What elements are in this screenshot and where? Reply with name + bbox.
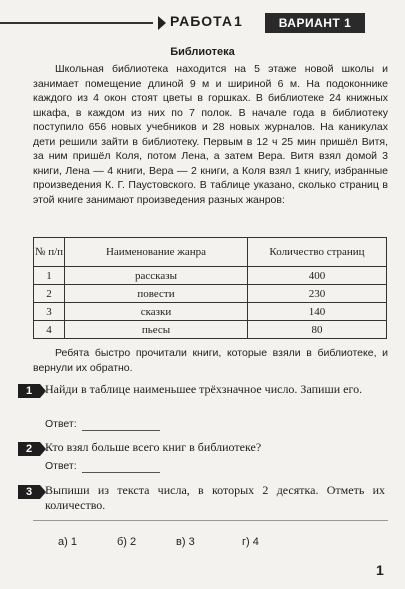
divider (33, 520, 388, 521)
task-1-answer-label: Ответ: (45, 418, 77, 430)
task-number-badge: 2 (18, 442, 40, 456)
table-cell-number: 4 (34, 321, 65, 339)
table-row (34, 267, 387, 285)
table-header-row (34, 238, 387, 267)
option-b[interactable]: б) 2 (117, 536, 137, 548)
table-cell-genre: пьесы (65, 321, 248, 339)
table-cell-genre: рассказы (65, 267, 248, 285)
page-title: Библиотека (170, 46, 235, 58)
task-3-text: Выпиши из текста числа, в которых 2 десятка. Отметь их количество. (45, 483, 385, 512)
table-cell-number: 3 (34, 303, 65, 321)
after-table-text: Ребята быстро прочитали книги, которые взяли в библиотеке, и вернули их обратно. (33, 347, 388, 374)
page-number: 1 (376, 562, 384, 578)
table-cell-pages: 230 (248, 285, 387, 303)
header-arrow-icon (158, 16, 166, 30)
table-header-number: № п/п (34, 238, 65, 267)
task-2-answer-field[interactable] (82, 472, 160, 473)
task-number-badge: 3 (18, 485, 40, 499)
task-number-badge: 1 (18, 384, 40, 398)
option-c[interactable]: в) 3 (176, 536, 195, 548)
table-cell-pages: 400 (248, 267, 387, 285)
work-label: РАБОТА (170, 13, 233, 29)
task-1-text: Найди в таблице наименьшее трёхзначное число. Запиши его. (45, 382, 363, 396)
option-a[interactable]: а) 1 (58, 536, 77, 548)
task-2-text: Кто взял больше всего книг в библиотеке? (45, 440, 262, 454)
table-row (34, 321, 387, 339)
table-cell-pages: 140 (248, 303, 387, 321)
intro-text: Школьная библиотека находится на 5 этаже новой школы и занимает помещение длиной 9 м и шириной 6 м. На подоконнике каждого из 4 окон стоят цветы в горшках. В библиотеке 24 книжных шкафа, в каждом из них по 7 полок. В начале года в библиотеку поступило 656 новых учебников и 28 новых журналов. На каникулах дети решили зайти в библиотеку. Первым в 12 ч 25 мин пришёл Витя, за ним пришёл Коля, потом Лена, а затем Вера. Витя взял домой 3 книги, Лена — 4 книги, Вера — 2 книги, а Коля взял 1 книгу, избранные произведения К. Г. Паустовского. В таблице указано, сколько страниц в этой книге занимают произведения разных жанров: (33, 63, 388, 206)
table-row (34, 303, 387, 321)
work-number: 1 (234, 13, 242, 29)
table-header-pages: Количество страниц (248, 238, 387, 267)
table-header-genre: Наименование жанра (65, 238, 248, 267)
table-cell-genre: повести (65, 285, 248, 303)
task-2-answer-label: Ответ: (45, 460, 77, 472)
table-row (34, 285, 387, 303)
table-cell-genre: сказки (65, 303, 248, 321)
table-cell-pages: 80 (248, 321, 387, 339)
option-d[interactable]: г) 4 (242, 536, 259, 548)
task-1-answer-field[interactable] (82, 430, 160, 431)
table-cell-number: 1 (34, 267, 65, 285)
table-cell-number: 2 (34, 285, 65, 303)
genre-table (33, 237, 387, 339)
variant-badge: ВАРИАНТ 1 (265, 13, 365, 33)
